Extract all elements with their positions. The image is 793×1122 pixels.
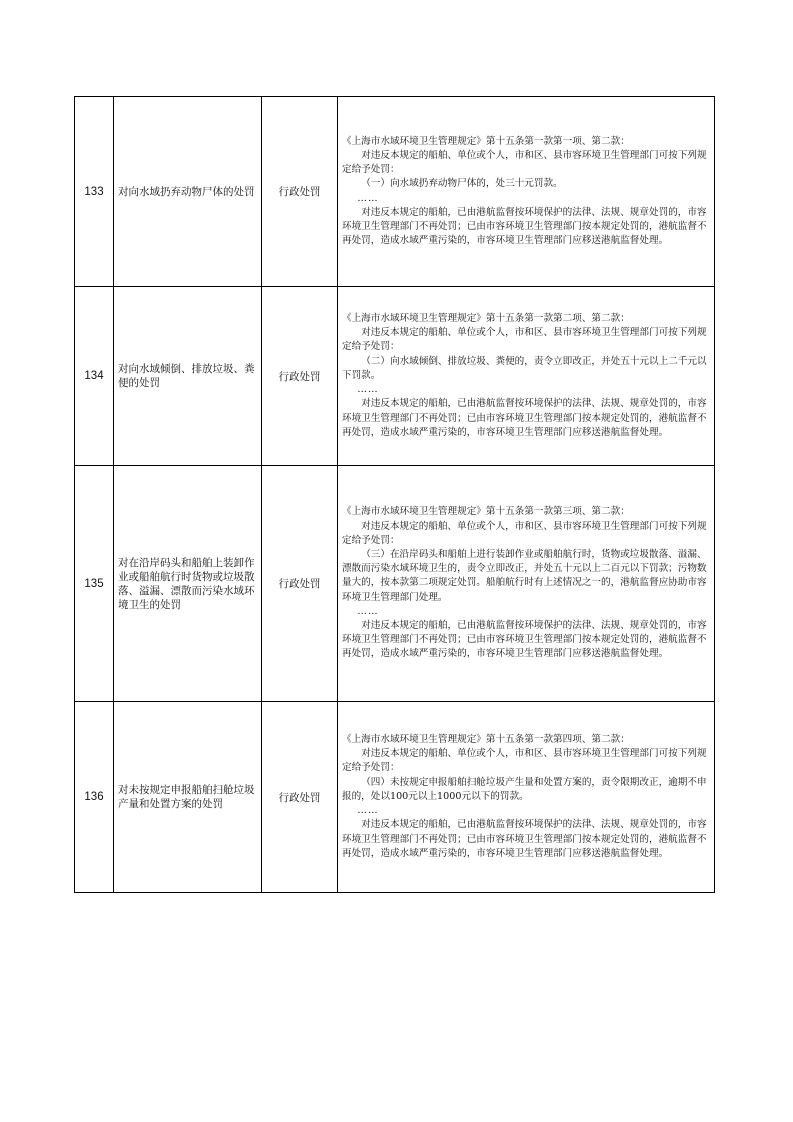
row-number: 136 [75, 702, 114, 893]
legal-basis [338, 97, 715, 287]
legal-basis [338, 702, 715, 893]
legal-basis [338, 466, 715, 702]
item-type: 行政处罚 [262, 97, 338, 287]
basis-line: 对违反本规定的船舶、单位或个人，市和区、县市容环境卫生管理部门可按下列规定给予处罚： [342, 520, 707, 546]
basis-line: 《上海市水域环境卫生管理规定》第十五条第一款第四项、第二款： [342, 734, 630, 746]
table-row [75, 702, 715, 893]
item-type: 行政处罚 [262, 287, 338, 466]
legal-basis [338, 287, 715, 466]
basis-line: 对违反本规定的船舶、单位或个人，市和区、县市容环境卫生管理部门可按下列规定给予处罚： [342, 327, 707, 353]
item-name: 对向水域扔弃动物尸体的处罚 [114, 97, 262, 287]
basis-line: 对违反本规定的船舶、单位或个人，市和区、县市容环境卫生管理部门可按下列规定给予处罚： [342, 748, 707, 774]
basis-line: 对违反本规定的船舶，已由港航监督按环境保护的法律、法规、规章处罚的，市容环境卫生管理部门不再处罚；已由市容环境卫生管理部门按本规定处罚的，港航监督不再处罚，造成水域严重污染的，市容环境卫生管理部门应移送港航监督处理。 [342, 398, 707, 438]
basis-line: 对违反本规定的船舶，已由港航监督按环境保护的法律、法规、规章处罚的，市容环境卫生管理部门不再处罚；已由市容环境卫生管理部门按本规定处罚的，港航监督不再处罚，造成水域严重污染的，市容环境卫生管理部门应移送港航监督处理。 [342, 206, 707, 247]
table-row [75, 466, 715, 702]
basis-line: 《上海市水域环境卫生管理规定》第十五条第一款第三项、第二款： [342, 506, 630, 518]
basis-line: 对违反本规定的船舶，已由港航监督按环境保护的法律、法规、规章处罚的，市容环境卫生管理部门不再处罚；已由市容环境卫生管理部门按本规定处罚的，港航监督不再处罚，造成水域严重污染的，市容环境卫生管理部门应移送港航监督处理。 [342, 819, 707, 859]
item-name: 对未按规定申报船舶扫舱垃圾产量和处置方案的处罚 [114, 702, 262, 893]
table-row [75, 287, 715, 466]
row-number: 135 [75, 466, 114, 702]
basis-line: （二）向水域倾倒、排放垃圾、粪便的，责令立即改正，并处五十元以上二千元以下罚款。 [342, 355, 707, 381]
basis-line: 对违反本规定的船舶、单位或个人，市和区、县市容环境卫生管理部门可按下列规定给予处罚： [342, 149, 707, 176]
row-number: 133 [75, 97, 114, 287]
basis-line: 对违反本规定的船舶，已由港航监督按环境保护的法律、法规、规章处罚的，市容环境卫生管理部门不再处罚；已由市容环境卫生管理部门按本规定处罚的，港航监督不再处罚，造成水域严重污染的，市容环境卫生管理部门应移送港航监督处理。 [342, 620, 707, 660]
item-name: 对在沿岸码头和船舶上装卸作业或船舶航行时货物或垃圾散落、溢漏、漂散而污染水域环境卫生的处罚 [114, 466, 262, 702]
basis-line: 《上海市水域环境卫生管理规定》第十五条第一款第二项、第二款： [342, 313, 630, 325]
basis-line: …… [357, 192, 379, 204]
item-type: 行政处罚 [262, 466, 338, 702]
basis-line: （三）在沿岸码头和船舶上进行装卸作业或船舶航行时，货物或垃圾散落、溢漏、漂散而污染水域环境卫生的，责令立即改正，并处五十元以上二百元以下罚款；污物数量大的，按本款第二项规定处罚。船舶航行时有上述情况之一的，港航监督应协助市容环境卫生管理部门处理。 [342, 548, 707, 603]
basis-line: （一）向水域扔弃动物尸体的，处三十元罚款。 [361, 178, 563, 190]
basis-line: …… [357, 384, 379, 396]
basis-line: …… [357, 805, 379, 817]
table-row [75, 97, 715, 287]
basis-line: …… [357, 605, 379, 617]
item-name: 对向水域倾倒、排放垃圾、粪便的处罚 [114, 287, 262, 466]
item-type: 行政处罚 [262, 702, 338, 893]
row-number: 134 [75, 287, 114, 466]
basis-line: 《上海市水域环境卫生管理规定》第十五条第一款第一项、第二款： [342, 135, 630, 147]
basis-line: （四）未按规定申报船舶扫舱垃圾产生量和处置方案的，责令限期改正，逾期不申报的，处以100元以上1000元以下的罚款。 [342, 776, 707, 802]
regulation-table [74, 96, 715, 893]
